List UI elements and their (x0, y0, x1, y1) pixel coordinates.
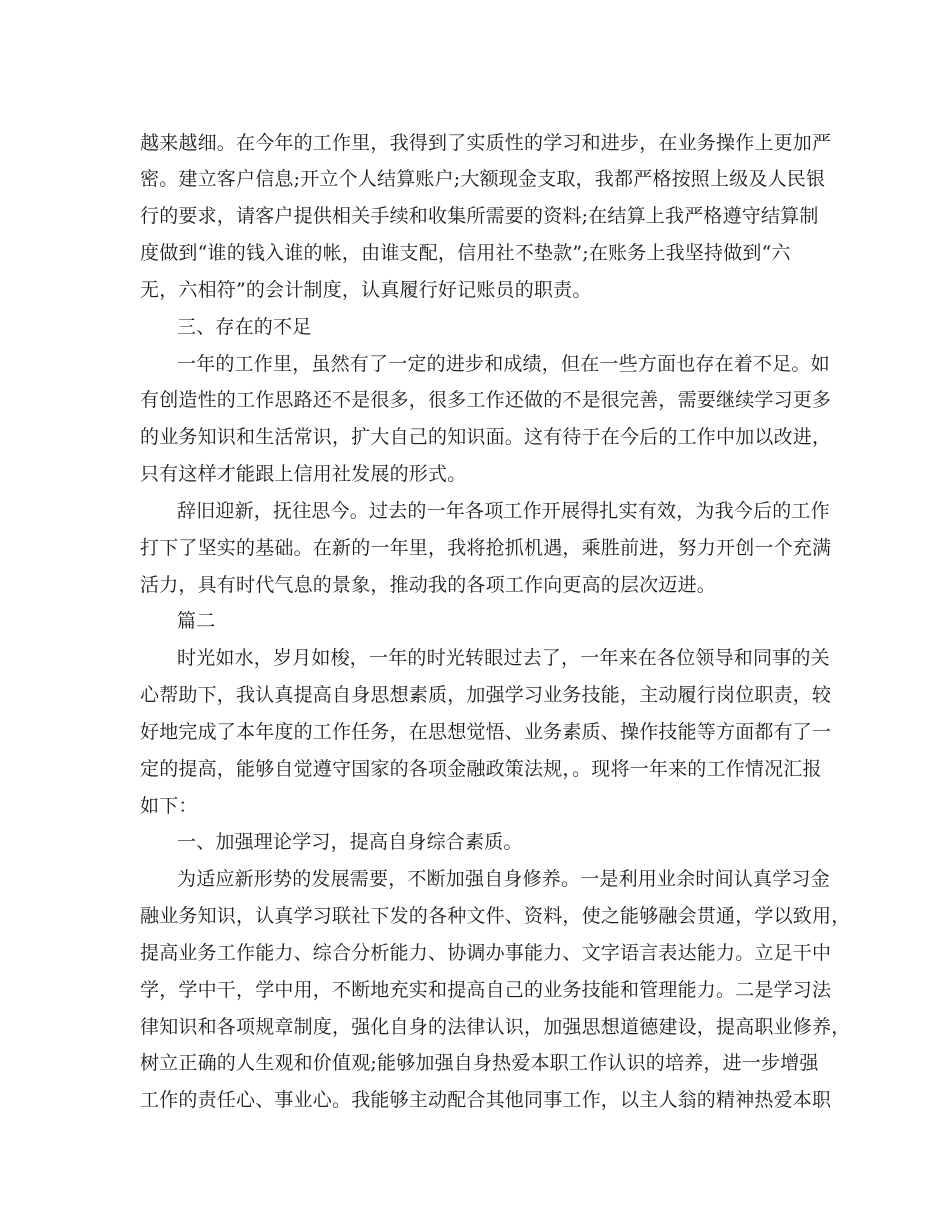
section-heading: 三、存在的不足 (177, 316, 312, 338)
text-line: 如下： (140, 795, 198, 817)
text-line: 打下了坚实的基础。在新的一年里，我将抢抓机遇，乘胜前进，努力开创一个充满 (140, 537, 832, 559)
text-line: 密。建立客户信息;开立个人结算账户;大额现金支取，我都严格按照上级及人民银 (140, 168, 826, 190)
text-line: 时光如水，岁月如梭，一年的时光转眼过去了，一年来在各位领导和同事的关 (177, 647, 830, 669)
text-line: 心帮助下，我认真提高自身思想素质，加强学习业务技能，主动履行岗位职责，较 (140, 684, 832, 706)
text-line: 一年的工作里，虽然有了一定的进步和成绩，但在一些方面也存在着不足。如 (177, 353, 830, 375)
text-line: 行的要求，请客户提供相关手续和收集所需要的资料;在结算上我严格遵守结算制 (140, 205, 819, 227)
text-line: 越来越细。在今年的工作里，我得到了实质性的学习和进步，在业务操作上更加严 (140, 132, 832, 154)
text-line: 融业务知识，认真学习联社下发的各种文件、资料，使之能够融会贯通，学以致用， (140, 905, 851, 927)
text-line: 工作的责任心、事业心。我能够主动配合其他同事工作，以主人翁的精神热爱本职 (140, 1089, 832, 1111)
text-line: 提高业务工作能力、综合分析能力、协调办事能力、文字语言表达能力。立足干中 (140, 942, 832, 964)
section-heading: 一、加强理论学习，提高自身综合素质。 (177, 831, 523, 853)
text-line: 活力，具有时代气息的景象，推动我的各项工作向更高的层次迈进。 (140, 574, 717, 596)
text-line: 的业务知识和生活常识，扩大自己的知识面。这有待于在今后的工作中加以改进， (140, 426, 832, 448)
text-line: 有创造性的工作思路还不是很多，很多工作还做的不是很完善，需要继续学习更多 (140, 389, 832, 411)
text-line: 无，六相符”的会计制度，认真履行好记账员的职责。 (140, 279, 592, 301)
text-line: 律知识和各项规章制度，强化自身的法律认识，加强思想道德建设，提高职业修养， (140, 1016, 851, 1038)
text-line: 树立正确的人生观和价值观;能够加强自身热爱本职工作认识的培养，进一步增强 (140, 1052, 819, 1074)
text-line: 学，学中干，学中用，不断地充实和提高自己的业务技能和管理能力。二是学习法 (140, 979, 832, 1001)
text-line: 好地完成了本年度的工作任务，在思想觉悟、业务素质、操作技能等方面都有了一 (140, 721, 832, 743)
text-line: 定的提高，能够自觉遵守国家的各项金融政策法规，。现将一年来的工作情况汇报 (140, 758, 822, 780)
text-line: 度做到“谁的钱入谁的帐，由谁支配，信用社不垫款”;在账务上我坚持做到“六 (140, 242, 791, 264)
text-line: 为适应新形势的发展需要，不断加强自身修养。一是利用业余时间认真学习金 (177, 868, 830, 890)
text-line: 只有这样才能跟上信用社发展的形式。 (140, 463, 467, 485)
text-line: 辞旧迎新，抚往思今。过去的一年各项工作开展得扎实有效，为我今后的工作 (177, 500, 830, 522)
section-heading: 篇二 (177, 610, 216, 632)
